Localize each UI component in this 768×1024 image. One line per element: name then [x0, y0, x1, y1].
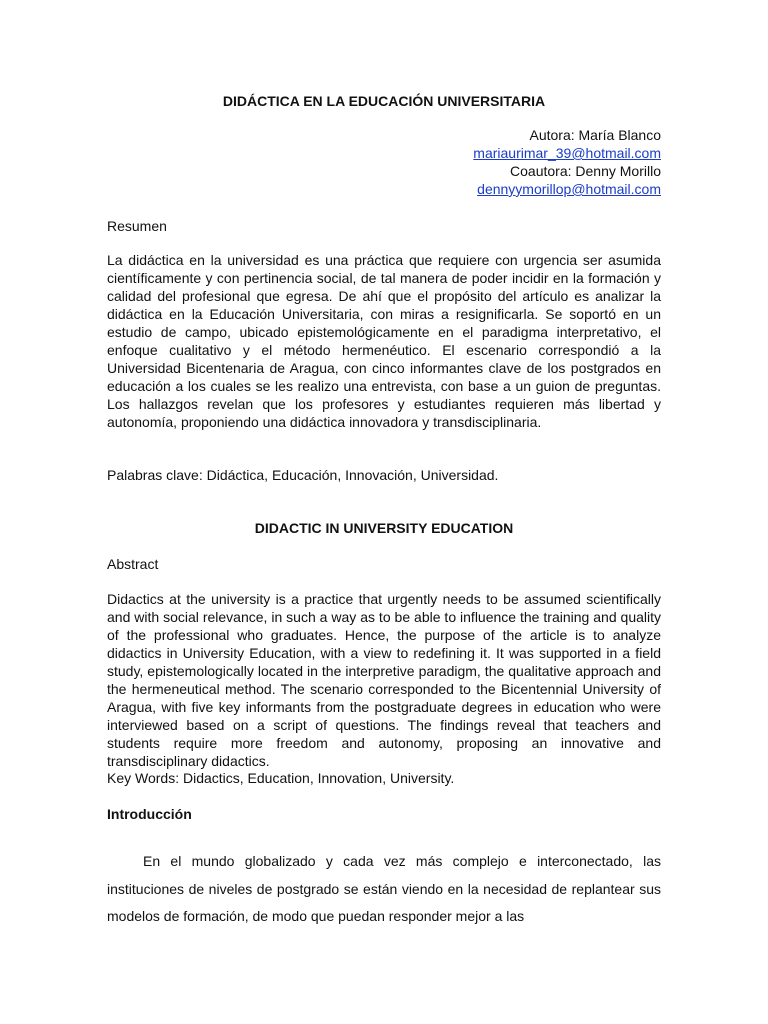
- author-name: Autora: María Blanco: [529, 127, 661, 143]
- author-email-link[interactable]: mariaurimar_39@hotmail.com: [473, 145, 661, 161]
- resumen-paragraph: La didáctica en la universidad es una práctica que requiere con urgencia ser asumida científicamente y con pertinencia social, de tal manera de poder incidir en la formación y calidad del profesional que egresa. De ahí que el propósito del artículo es analizar la didáctica en la Educación Universitaria, con miras a resignificarla. Se soportó en un estudio de campo, ubicado epistemológicamente en el paradigma interpretativo, el enfoque cualitativo y el método hermenéutico. El escenario correspondió a la Universidad Bicentenaria de Aragua, con cinco informantes clave de los postgrados en educación a los cuales se les realizo una entrevista, con base a un guion de preguntas. Los hallazgos revelan que los profesores y estudiantes requieren más libertad y autonomía, proponiendo una didáctica innovadora y transdisciplinaria.: [107, 252, 661, 430]
- palabras-clave: Palabras clave: Didáctica, Educación, Innovación, Universidad.: [107, 467, 499, 483]
- coauthor-name: Coautora: Denny Morillo: [510, 163, 661, 179]
- title-english: DIDACTIC IN UNIVERSITY EDUCATION: [254, 520, 514, 536]
- key-words: Key Words: Didactics, Education, Innovation, University.: [107, 770, 455, 786]
- abstract-heading: Abstract: [107, 556, 159, 572]
- coauthor-email-link[interactable]: dennyymorillop@hotmail.com: [477, 181, 661, 197]
- introduccion-paragraph: En el mundo globalizado y cada vez más complejo e interconectado, las instituciones de niveles de postgrado se están viendo en la necesidad de replantear sus modelos de formación, de modo que puedan responder mejor a las: [107, 853, 661, 924]
- title-spanish: DIDÁCTICA EN LA EDUCACIÓN UNIVERSITARIA: [222, 93, 546, 109]
- introduccion-heading: Introducción: [107, 806, 192, 822]
- author-block: [473, 126, 661, 198]
- abstract-paragraph: Didactics at the university is a practice that urgently needs to be assumed scientifically and with social relevance, in such a way as to be able to influence the training and quality of the professional who graduates. Hence, the purpose of the article is to analyze didactics in University Education, with a view to redefining it. It was supported in a field study, epistemologically located in the interpretive paradigm, the qualitative approach and the hermeneutical method. The scenario corresponded to the Bicentennial University of Aragua, with five key informants from the postgraduate degrees in education who were interviewed based on a script of questions. The findings reveal that teachers and students require more freedom and autonomy, proposing an innovative and transdisciplinary didactics.: [107, 591, 661, 769]
- resumen-heading: Resumen: [107, 218, 167, 234]
